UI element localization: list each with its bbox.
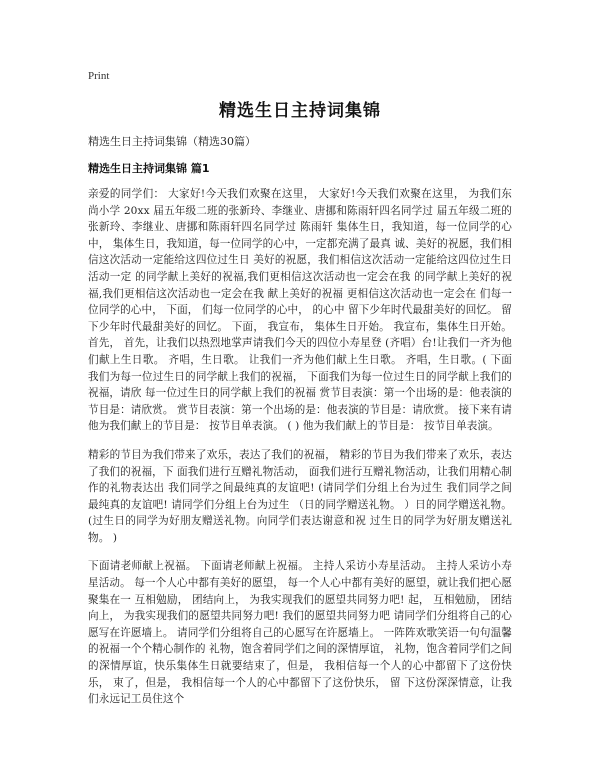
section-heading: 精选生日主持词集锦 篇1: [88, 162, 210, 175]
paragraph-greeting: 亲爱的同学们： 大家好!今天我们欢聚在这里， 大家好!今天我们欢聚在这里， 为我们东尚小学 20xx 届五年级二班的张新玲、李继业、唐挪和陈雨轩四名同学过 届五年级二班的张新玲、李继业、唐挪和陈雨轩四名同学过 陈雨轩 集体生日，我知道，每一位同学的心中， 集体生日，我知道，每一位同学的心中，一定都充满了最真 诚、美好的祝愿，我们相信这次活动一定能给这四位过生日 美好的祝愿，我们相信这次活动一定能给这四位过生日 活动一定 的同学献上美好的祝福,我们更相信这次活动也一定会在我 的同学献上美好的祝福,我们更相信这次活动也一定会在我 献上美好的祝福 更相信这次活动也一定会在 们每一位同学的心中， 下面， 们每一位同学的心中， 的心中 留下少年时代最甜美好的回忆。 留下少年时代最甜美好的回忆。 下面， 我宣布， 集体生日开始。 我宣布，集体生日开始。 首先， 首先，让我们以热烈地掌声请我们今天的四位小寿星登 (齐唱）台!让我们一齐为他们献上生日歌。 齐唱，生日歌。 让我们一齐为他们献上生日歌。 齐唱，生日歌。( 下面我们为每一位过生日的同学献上我们的祝福， 下面我们为每一位过生日的同学献上我们的祝福，请欣 每一位过生日的同学献上我们的祝福 赏节目表演：第一个出场的是：他表演的节目是：请欣赏。 赏节目表演：第一个出场的是：他表演的节目是：请欣赏。 接下来有请 他为我们献上的节目是： 按节目单表演。 ( ) 他为我们献上的节目是： 按节目单表演。: [88, 188, 512, 433]
document-title: 精选生日主持词集锦: [219, 101, 381, 121]
print-label[interactable]: Print: [88, 70, 110, 82]
document-body: [88, 186, 512, 720]
document-subtitle: 精选生日主持词集锦（精选30篇）: [88, 135, 256, 148]
paragraph-wishes: 下面请老师献上祝福。 下面请老师献上祝福。 主持人采访小寿星活动。 主持人采访小寿星活动。 每一个人心中都有美好的愿望， 每一个人心中都有美好的愿望，就让我们把心愿聚集在一 互相勉励， 团结向上， 为我实现我们的愿望共同努力吧! 起， 互相勉励， 团结向上， 为我实现我们的愿望共同努力吧! 我们的愿望共同努力吧 请同学们分组将自己的心愿写在许愿墙上。 请同学们分组将自己的心愿写在许愿墙上。 一阵阵欢歌笑语一句句温馨的祝福一个个精心制作的 礼物，饱含着同学们之间的深情厚谊， 礼物，饱含着同学们之间的深情厚谊，快乐集体生日就要结束了，但是， 我相信每一个人的心中都留下了这份快乐， 束了，但是， 我相信每一个人的心中都留下了这份快乐， 留 下这份深深情意，让我们永远记工员住这个: [88, 560, 512, 706]
paragraph-gift-exchange: 精彩的节目为我们带来了欢乐，表达了我们的祝福， 精彩的节目为我们带来了欢乐，表达了我们的祝福，下 面我们进行互赠礼物活动， 面我们进行互赠礼物活动，让我们用精心制作的礼物表达出 我们同学之间最纯真的友谊吧! (请同学们分组上台为过生 我们同学之间最纯真的友谊吧! 请同学们分组上台为过生 （日的同学赠送礼物。 ）日的同学赠送礼物。 (过生日的同学为好朋友赠送礼物。向同学们表达谢意和祝 过生日的同学为好朋友赠送礼物。 ): [88, 448, 512, 544]
